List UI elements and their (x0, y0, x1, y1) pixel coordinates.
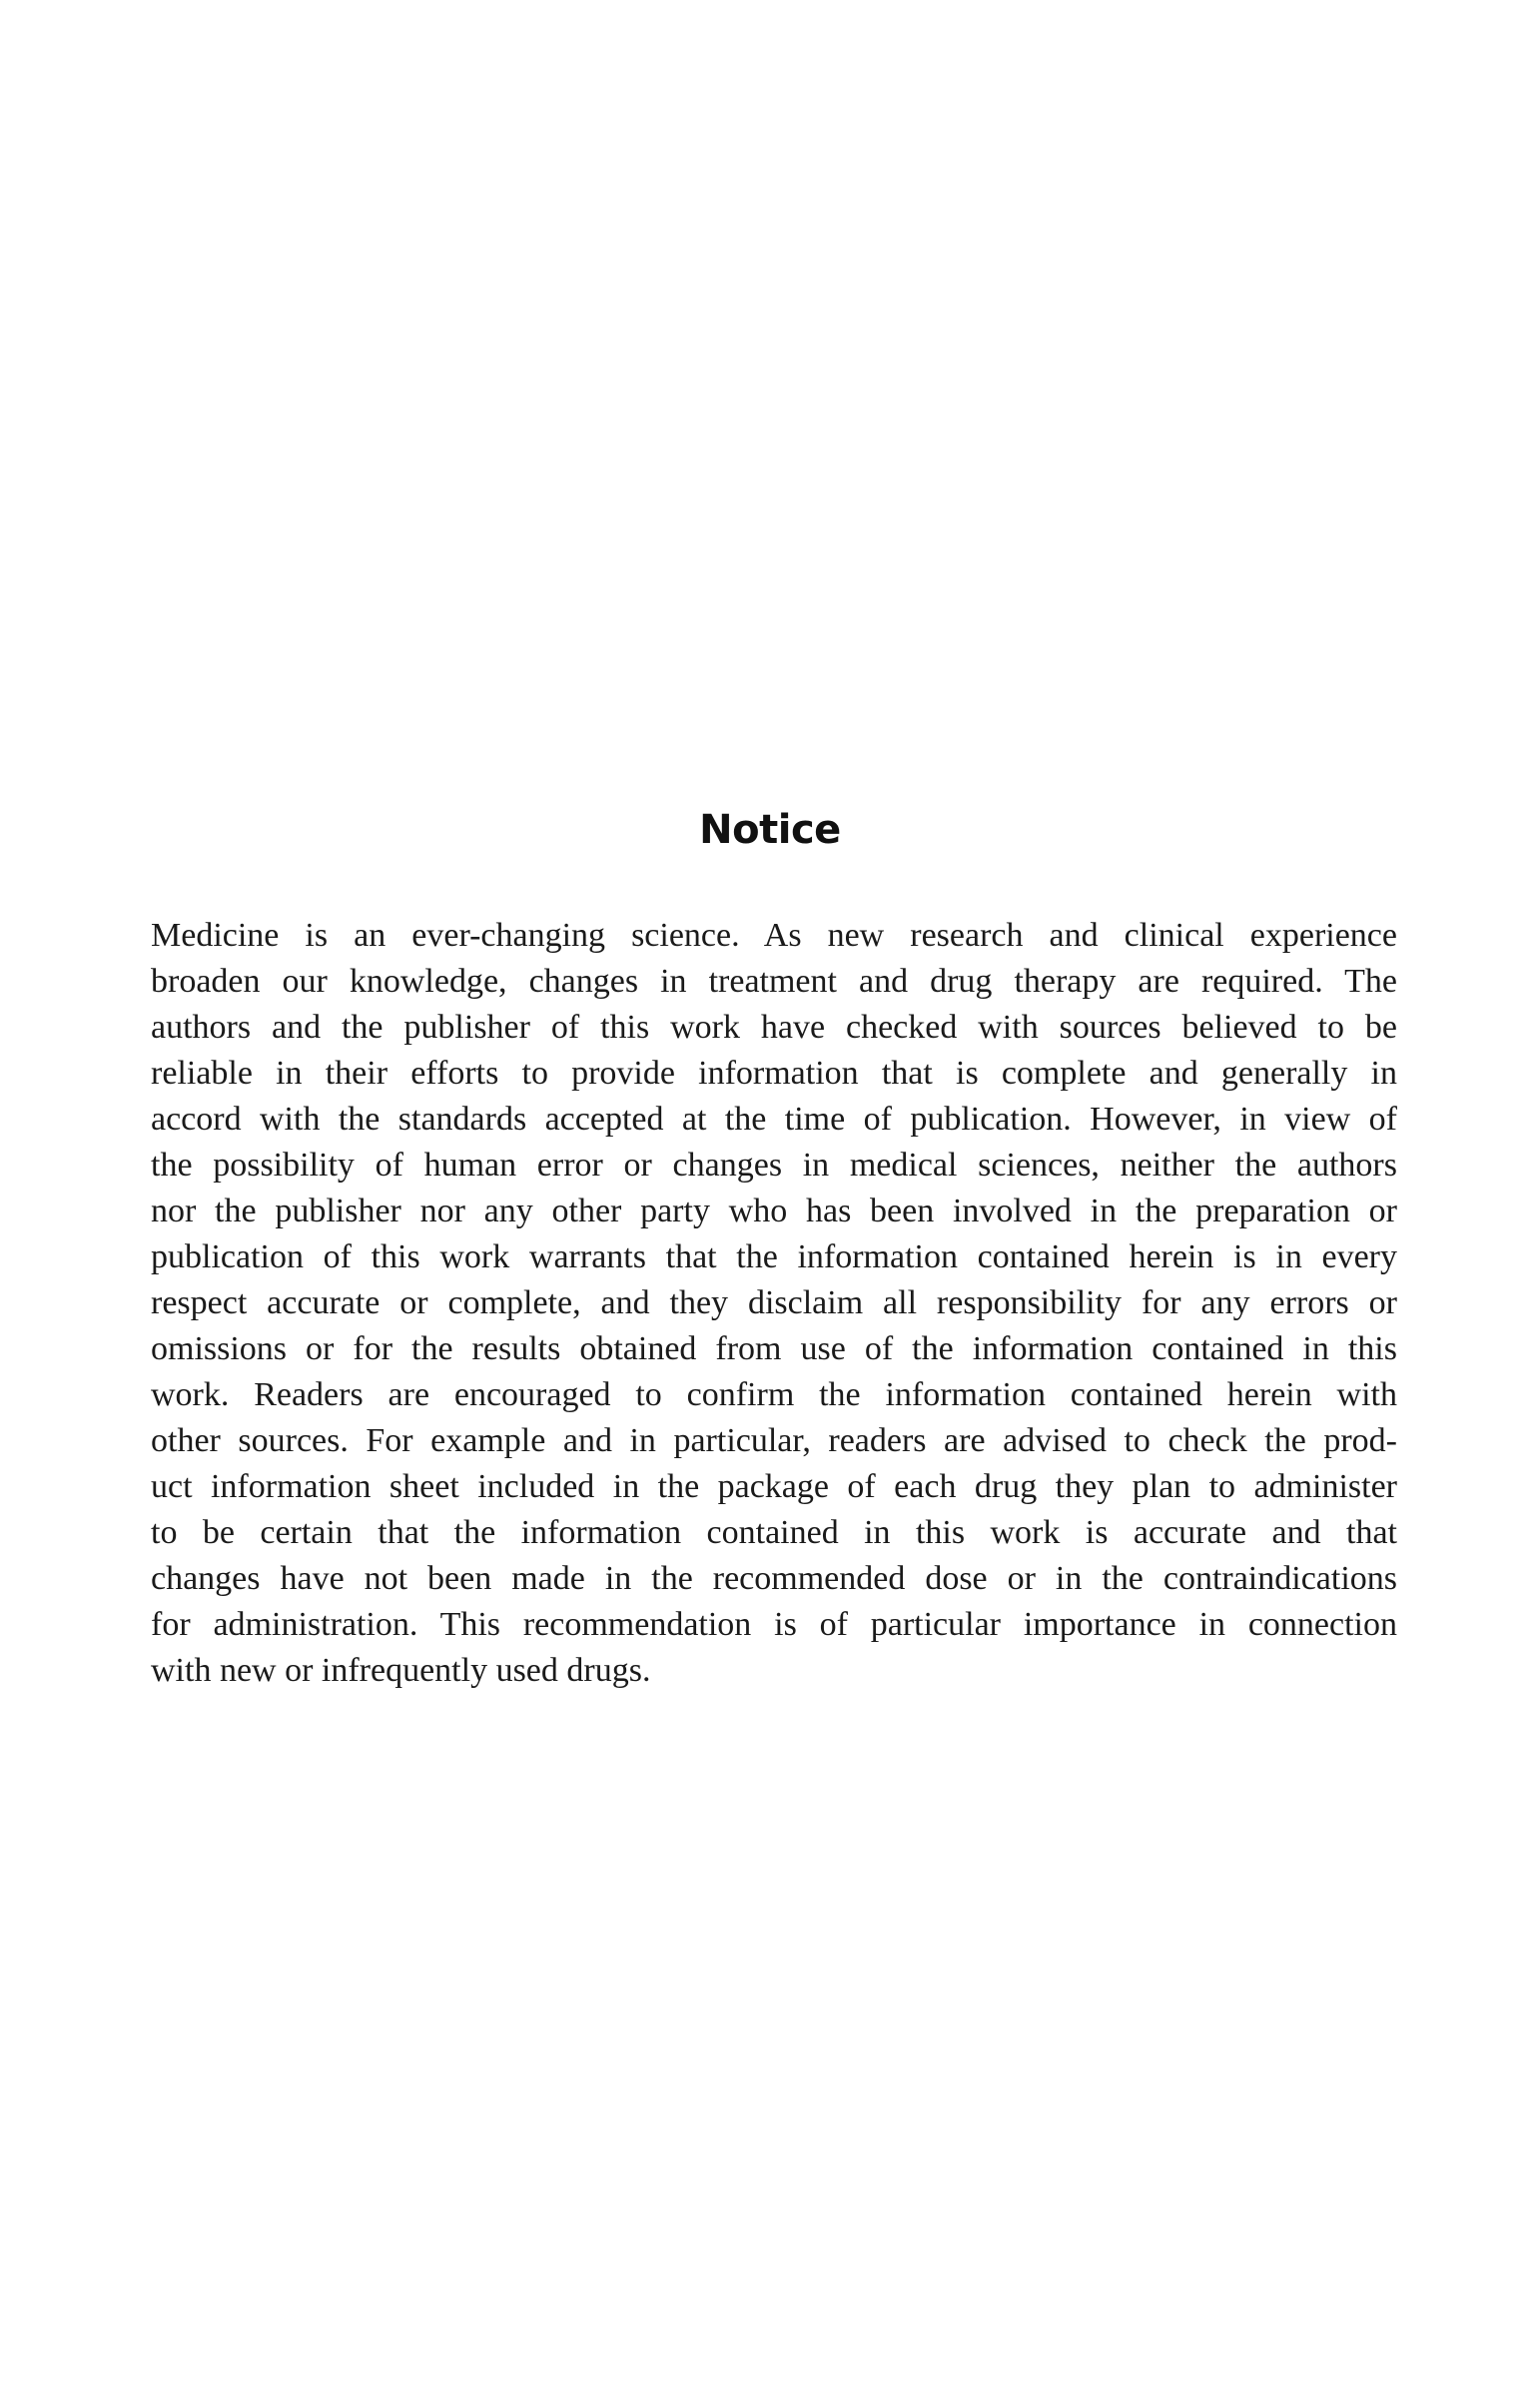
notice-title: Notice (699, 807, 841, 853)
notice-line: nor the publisher nor any other party who has been involved in the preparation or (151, 1193, 1397, 1229)
notice-line: accord with the standards accepted at the time of publication. However, in view of (151, 1101, 1397, 1138)
notice-line: uct information sheet included in the package of each drug they plan to administer (151, 1468, 1397, 1505)
notice-line: reliable in their efforts to provide information that is complete and generally in (151, 1055, 1397, 1092)
notice-line: to be certain that the information contained in this work is accurate and that (151, 1514, 1397, 1551)
notice-line: other sources. For example and in particular, readers are advised to check the prod- (151, 1422, 1397, 1459)
notice-line: Medicine is an ever-changing science. As new research and clinical experience (151, 917, 1397, 954)
notice-line: broaden our knowledge, changes in treatment and drug therapy are required. The (151, 963, 1397, 1000)
notice-line: the possibility of human error or changes in medical sciences, neither the authors (151, 1147, 1397, 1184)
notice-line: respect accurate or complete, and they disclaim all responsibility for any errors or (151, 1284, 1397, 1321)
notice-line: publication of this work warrants that the information contained herein is in every (151, 1238, 1397, 1275)
notice-line: with new or infrequently used drugs. (151, 1652, 651, 1689)
notice-line: for administration. This recommendation is of particular importance in connection (151, 1606, 1397, 1643)
notice-line: work. Readers are encouraged to confirm the information contained herein with (151, 1376, 1397, 1413)
notice-line: omissions or for the results obtained from use of the information contained in this (151, 1330, 1397, 1367)
notice-line: authors and the publisher of this work have checked with sources believed to be (151, 1009, 1397, 1046)
notice-body (151, 913, 1397, 1694)
notice-line: changes have not been made in the recommended dose or in the contraindications (151, 1560, 1397, 1597)
